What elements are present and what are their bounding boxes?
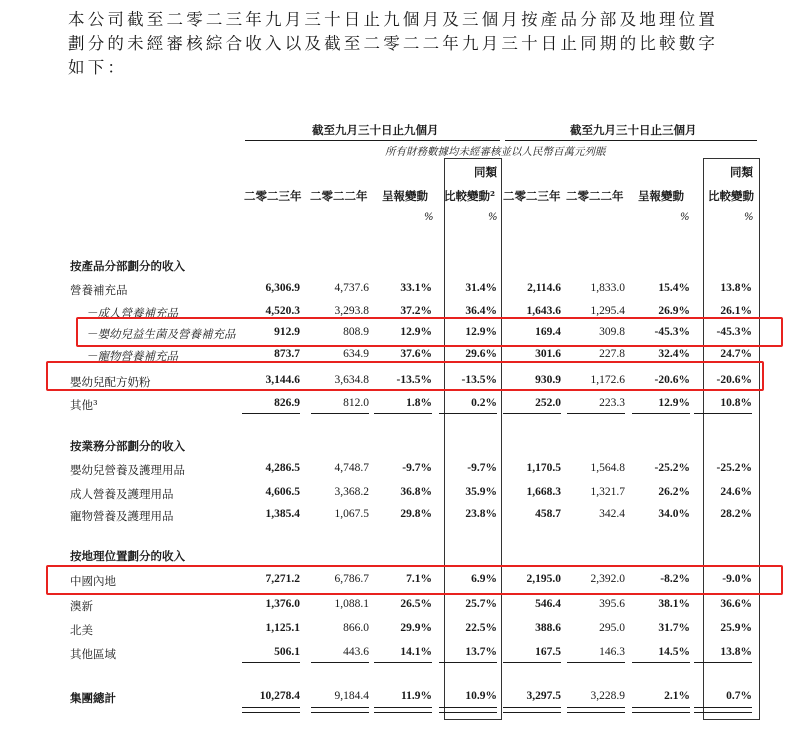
- header-currency-note: 所有財務數據均未經審核並以人民幣百萬元列賬: [385, 146, 606, 158]
- table-cell: 6.9%: [471, 573, 497, 585]
- col-header-reported: 呈報變動: [382, 189, 428, 203]
- table-cell: 4,286.5: [265, 462, 300, 474]
- total-double-rule: [632, 707, 690, 713]
- table-cell: 15.4%: [658, 282, 690, 294]
- subtotal-rule: [311, 662, 369, 663]
- highlight-infant-formula-row: [46, 361, 764, 391]
- row-label: 中國內地: [70, 574, 116, 588]
- table-cell: 12.9%: [465, 326, 497, 338]
- table-cell: 1,385.4: [265, 508, 300, 520]
- table-cell: -13.5%: [396, 374, 432, 386]
- total-double-rule: [503, 707, 561, 713]
- col-header-2023-b: 二零二三年: [503, 189, 561, 203]
- table-cell: 1,668.3: [526, 486, 561, 498]
- section-title: 按產品分部劃分的收入: [70, 259, 185, 273]
- table-cell: 24.7%: [720, 348, 752, 360]
- table-cell: 24.6%: [720, 486, 752, 498]
- table-cell: 31.7%: [658, 622, 690, 634]
- header-three-months: 截至九月三十日止三個月: [570, 123, 697, 137]
- table-cell: 10.8%: [720, 397, 752, 409]
- pct-unit-2: %: [488, 212, 498, 223]
- subtotal-rule: [242, 662, 300, 663]
- total-label: 集團總計: [70, 691, 116, 705]
- table-cell: 227.8: [599, 348, 625, 360]
- table-cell: 26.2%: [658, 486, 690, 498]
- subtotal-rule: [694, 413, 752, 414]
- table-cell: 13.7%: [465, 646, 497, 658]
- table-cell: 25.7%: [465, 598, 497, 610]
- section-title: 按地理位置劃分的收入: [70, 549, 185, 563]
- table-cell: -9.7%: [402, 462, 432, 474]
- table-cell: 3,368.2: [334, 486, 369, 498]
- row-label: －成人營養補充品: [86, 306, 178, 320]
- table-cell: 38.1%: [658, 598, 690, 610]
- table-cell: 2,392.0: [590, 573, 625, 585]
- total-cell: 3,228.9: [590, 690, 625, 702]
- table-cell: 223.3: [599, 397, 625, 409]
- table-cell: 634.9: [343, 348, 369, 360]
- table-cell: 458.7: [535, 508, 561, 520]
- table-cell: 1.8%: [406, 397, 432, 409]
- table-cell: 6,786.7: [334, 573, 369, 585]
- table-cell: 28.2%: [720, 508, 752, 520]
- table-cell: 2,195.0: [526, 573, 561, 585]
- total-double-rule: [242, 707, 300, 713]
- total-cell: 2.1%: [664, 690, 690, 702]
- table-cell: -25.2%: [716, 462, 752, 474]
- total-cell: 11.9%: [401, 690, 432, 702]
- table-cell: -20.6%: [716, 374, 752, 386]
- table-cell: 388.6: [535, 622, 561, 634]
- table-cell: -8.2%: [660, 573, 690, 585]
- header-underline-three: [505, 140, 757, 141]
- table-cell: 33.1%: [400, 282, 432, 294]
- total-cell: 10.9%: [465, 690, 497, 702]
- table-cell: 29.8%: [400, 508, 432, 520]
- table-cell: 4,606.5: [265, 486, 300, 498]
- row-label: 澳新: [70, 599, 93, 613]
- subtotal-rule: [439, 662, 497, 663]
- table-cell: 7,271.2: [265, 573, 300, 585]
- subtotal-rule: [503, 662, 561, 663]
- table-cell: 34.0%: [658, 508, 690, 520]
- table-cell: 23.8%: [465, 508, 497, 520]
- table-cell: 1,172.6: [590, 374, 625, 386]
- row-label: －寵物營養補充品: [86, 349, 178, 363]
- col-header-2022-b: 二零二二年: [566, 189, 624, 203]
- subtotal-rule: [374, 662, 432, 663]
- table-cell: 826.9: [274, 397, 300, 409]
- table-cell: 31.4%: [465, 282, 497, 294]
- total-double-rule: [311, 707, 369, 713]
- table-cell: 443.6: [343, 646, 369, 658]
- pct-unit-1: %: [424, 212, 434, 223]
- pct-unit-3: %: [680, 212, 690, 223]
- table-cell: 167.5: [535, 646, 561, 658]
- table-cell: -25.2%: [654, 462, 690, 474]
- table-cell: 1,170.5: [526, 462, 561, 474]
- subtotal-rule: [242, 413, 300, 414]
- table-cell: -45.3%: [654, 326, 690, 338]
- table-cell: 25.9%: [720, 622, 752, 634]
- row-label: 其他³: [70, 398, 98, 412]
- table-cell: 26.9%: [658, 305, 690, 317]
- subtotal-rule: [439, 413, 497, 414]
- table-cell: 13.8%: [720, 282, 752, 294]
- table-cell: 808.9: [343, 326, 369, 338]
- row-label: 其他區域: [70, 647, 116, 661]
- table-cell: 37.6%: [400, 348, 432, 360]
- total-cell: 9,184.4: [334, 690, 369, 702]
- same-basis-column-box-b: [703, 158, 760, 720]
- table-cell: 29.6%: [465, 348, 497, 360]
- row-label: 北美: [70, 623, 93, 637]
- table-cell: 35.9%: [465, 486, 497, 498]
- table-cell: 309.8: [599, 326, 625, 338]
- table-cell: 546.4: [535, 598, 561, 610]
- table-cell: 6,306.9: [265, 282, 300, 294]
- intro-line-2: 劃分的未經審核綜合收入以及截至二零二二年九月三十日止同期的比較數字: [68, 34, 719, 53]
- table-cell: 506.1: [274, 646, 300, 658]
- table-cell: 0.2%: [471, 397, 497, 409]
- table-cell: 295.0: [599, 622, 625, 634]
- table-cell: 4,748.7: [334, 462, 369, 474]
- table-cell: 12.9%: [658, 397, 690, 409]
- highlight-infant-probiotics-row: [76, 317, 783, 347]
- table-cell: 930.9: [535, 374, 561, 386]
- subtotal-rule: [374, 413, 432, 414]
- subtotal-rule: [567, 413, 625, 414]
- row-label: 嬰幼兒營養及護理用品: [70, 463, 185, 477]
- col-header-2023: 二零二三年: [244, 189, 302, 203]
- subtotal-rule: [632, 662, 690, 663]
- table-cell: 1,067.5: [334, 508, 369, 520]
- highlight-mainland-china-row: [46, 565, 783, 595]
- table-cell: 7.1%: [406, 573, 432, 585]
- table-cell: 912.9: [274, 326, 300, 338]
- header-nine-months: 截至九月三十日止九個月: [312, 123, 439, 137]
- subtotal-rule: [694, 662, 752, 663]
- subtotal-rule: [311, 413, 369, 414]
- table-cell: 22.5%: [465, 622, 497, 634]
- table-cell: -9.0%: [722, 573, 752, 585]
- table-cell: 32.4%: [658, 348, 690, 360]
- col-header-reported-b: 呈報變動: [638, 189, 684, 203]
- row-label: 成人營養及護理用品: [70, 487, 174, 501]
- subtotal-rule: [567, 662, 625, 663]
- header-same-basis-top-2: 同類: [730, 165, 753, 179]
- table-cell: 1,376.0: [265, 598, 300, 610]
- total-double-rule: [567, 707, 625, 713]
- total-cell: 10,278.4: [259, 690, 300, 702]
- table-cell: 12.9%: [400, 326, 432, 338]
- table-cell: 1,088.1: [334, 598, 369, 610]
- table-cell: 301.6: [535, 348, 561, 360]
- table-cell: 169.4: [535, 326, 561, 338]
- table-cell: 2,114.6: [527, 282, 561, 294]
- section-title: 按業務分部劃分的收入: [70, 439, 185, 453]
- table-cell: 1,321.7: [590, 486, 625, 498]
- table-cell: 1,643.6: [526, 305, 561, 317]
- table-cell: 26.1%: [720, 305, 752, 317]
- table-cell: 14.5%: [658, 646, 690, 658]
- table-cell: 395.6: [599, 598, 625, 610]
- table-cell: 14.1%: [400, 646, 432, 658]
- table-cell: 812.0: [343, 397, 369, 409]
- table-cell: 3,293.8: [334, 305, 369, 317]
- table-cell: -9.7%: [467, 462, 497, 474]
- table-cell: 1,125.1: [265, 622, 300, 634]
- col-header-same-basis-b: 比較變動: [708, 189, 754, 203]
- intro-paragraph: [68, 8, 768, 80]
- table-cell: 36.4%: [465, 305, 497, 317]
- table-cell: 4,737.6: [334, 282, 369, 294]
- table-cell: 13.8%: [720, 646, 752, 658]
- subtotal-rule: [632, 413, 690, 414]
- table-cell: 36.6%: [720, 598, 752, 610]
- table-cell: 37.2%: [400, 305, 432, 317]
- row-label: 營養補充品: [70, 283, 128, 297]
- pct-unit-4: %: [744, 212, 754, 223]
- row-label: 嬰幼兒配方奶粉: [70, 375, 151, 389]
- table-cell: 866.0: [343, 622, 369, 634]
- col-header-same-basis: 比較變動²: [444, 189, 496, 203]
- intro-line-3: 如下：: [68, 58, 128, 77]
- total-cell: 0.7%: [726, 690, 752, 702]
- header-underline-nine: [245, 140, 500, 141]
- table-cell: 3,144.6: [265, 374, 300, 386]
- intro-line-1: 本公司截至二零二三年九月三十日止九個月及三個月按產品分部及地理位置: [68, 10, 719, 29]
- table-cell: 3,634.8: [334, 374, 369, 386]
- table-cell: 342.4: [599, 508, 625, 520]
- total-double-rule: [374, 707, 432, 713]
- same-basis-column-box: [444, 158, 502, 720]
- table-cell: 4,520.3: [265, 305, 300, 317]
- table-cell: 1,295.4: [590, 305, 625, 317]
- table-cell: -13.5%: [461, 374, 497, 386]
- total-double-rule: [694, 707, 752, 713]
- total-cell: 3,297.5: [526, 690, 561, 702]
- table-cell: 873.7: [274, 348, 300, 360]
- row-label: 寵物營養及護理用品: [70, 509, 174, 523]
- table-cell: 29.9%: [400, 622, 432, 634]
- table-cell: -20.6%: [654, 374, 690, 386]
- row-label: －嬰幼兒益生菌及營養補充品: [86, 327, 236, 341]
- total-double-rule: [439, 707, 497, 713]
- header-same-basis-top: 同類: [474, 165, 497, 179]
- table-cell: 146.3: [599, 646, 625, 658]
- table-cell: 1,833.0: [590, 282, 625, 294]
- table-cell: -45.3%: [716, 326, 752, 338]
- table-cell: 26.5%: [400, 598, 432, 610]
- table-cell: 252.0: [535, 397, 561, 409]
- table-cell: 1,564.8: [590, 462, 625, 474]
- subtotal-rule: [503, 413, 561, 414]
- col-header-2022: 二零二二年: [310, 189, 368, 203]
- table-cell: 36.8%: [400, 486, 432, 498]
